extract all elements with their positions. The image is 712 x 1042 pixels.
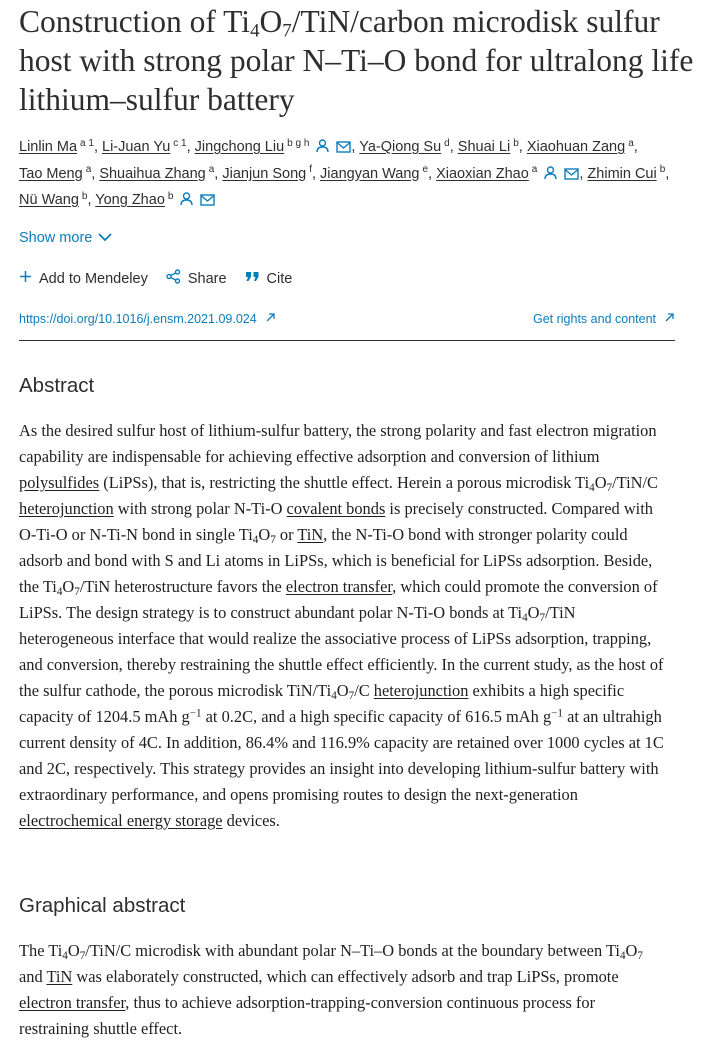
text-run: at 0.2C, and a high specific capacity of 616.5 mAh g: [201, 707, 552, 726]
author-separator: ,: [633, 139, 638, 155]
subscript: 7: [282, 20, 292, 42]
text-run: with strong polar N-Ti-O: [113, 499, 287, 518]
text-run: O: [594, 473, 607, 492]
author-item: [458, 139, 519, 155]
text-run: O: [527, 603, 540, 622]
abstract-heading: Abstract: [19, 374, 95, 397]
affiliation-marker[interactable]: e: [422, 164, 429, 175]
text-run: /TiN heterogeneous interface that would realize the associative process of LiPSs adsorption, trapping, and conversion, thereby restraining the shuttle effect efficiently. In the current study, as the host of the sulfur cathode, the porous microdisk TiN/Ti: [19, 603, 664, 700]
cite-label: Cite: [266, 270, 293, 287]
author-name[interactable]: Nü Wang: [19, 192, 79, 208]
author-separator: ,: [214, 165, 223, 182]
author-name[interactable]: Li-Juan Yu: [102, 139, 171, 155]
get-rights-link[interactable]: [533, 312, 675, 326]
affiliation-marker[interactable]: b: [81, 190, 88, 202]
person-icon[interactable]: [179, 190, 194, 215]
chevron-down-icon: [98, 230, 112, 246]
author-name[interactable]: Jianjun Song: [222, 165, 307, 182]
doi-link[interactable]: [19, 312, 276, 326]
author-separator: ,: [351, 139, 360, 155]
author-separator: ,: [449, 139, 458, 155]
mail-icon[interactable]: [200, 190, 215, 215]
text-run: O: [259, 4, 283, 39]
affiliation-marker[interactable]: b g h: [287, 137, 310, 149]
text-run: /C: [354, 681, 374, 700]
doi-text: https://doi.org/10.1016/j.ensm.2021.09.024: [19, 312, 257, 326]
author-name[interactable]: Jingchong Liu: [194, 139, 285, 155]
superscript: −1: [189, 707, 202, 720]
author-name[interactable]: Ya-Qiong Su: [359, 139, 442, 155]
text-run: and: [19, 967, 47, 986]
affiliation-marker[interactable]: a: [628, 137, 634, 149]
author-name[interactable]: Zhimin Cui: [587, 165, 657, 182]
author-name[interactable]: Tao Meng: [19, 165, 83, 182]
author-list: [19, 135, 699, 215]
show-more-button[interactable]: [19, 230, 112, 246]
author-item: [587, 166, 665, 182]
subscript: 7: [270, 533, 276, 546]
subscript: 4: [252, 533, 259, 546]
person-icon[interactable]: [315, 137, 330, 162]
author-separator: ,: [186, 139, 195, 155]
keyword-link[interactable]: electron transfer: [285, 577, 393, 596]
subscript: 4: [56, 585, 63, 598]
author-item: [19, 139, 94, 155]
author-separator: ,: [311, 165, 321, 182]
mail-icon[interactable]: [564, 164, 579, 189]
subscript: 7: [539, 611, 546, 624]
text-run: , thus to achieve adsorption-trapping-conversion continuous process for restraining shuttle effect.: [19, 993, 596, 1038]
author-item: [19, 166, 91, 182]
text-run: exhibits a high specific capacity of 1204.5 mAh g: [19, 681, 625, 726]
text-run: /TiN/carbon microdisk sulfur host with strong polar N–Ti–O bond for ultralong life lithium–sulfur battery: [19, 4, 694, 117]
graphical-abstract-text: [19, 938, 669, 1042]
add-to-mendeley-button[interactable]: [19, 270, 148, 287]
author-item: [95, 192, 215, 208]
subscript: 7: [348, 689, 355, 702]
external-link-icon: [265, 312, 276, 326]
subscript: 4: [250, 20, 260, 42]
text-run: , which could promote the conversion of LiPSs. The design strategy is to construct abundant polar N-Ti-O bonds at Ti: [19, 577, 658, 622]
keyword-link[interactable]: heterojunction: [19, 499, 114, 518]
text-run: (LiPSs), that is, restricting the shuttle effect. Herein a porous microdisk Ti: [99, 473, 590, 492]
share-label: Share: [187, 270, 227, 287]
affiliation-marker[interactable]: d: [444, 137, 450, 149]
subscript: 4: [619, 949, 626, 962]
text-run: O: [336, 681, 349, 700]
author-separator: ,: [579, 165, 588, 182]
superscript: −1: [551, 707, 563, 720]
author-item: [359, 139, 450, 155]
affiliation-marker[interactable]: b: [659, 164, 666, 175]
affiliation-marker[interactable]: a: [531, 164, 538, 175]
subscript: 7: [74, 585, 80, 598]
article-toolbar: [19, 269, 292, 288]
subscript: 7: [606, 481, 613, 494]
text-run: The Ti: [19, 941, 63, 960]
affiliation-marker[interactable]: f: [309, 164, 312, 175]
affiliation-marker[interactable]: a: [208, 164, 215, 175]
author-name[interactable]: Yong Zhao: [95, 192, 165, 208]
article-title: [19, 2, 699, 119]
graphical-abstract-heading: Graphical abstract: [19, 894, 186, 917]
text-run: /TiN/C microdisk with abundant polar N–Ti–O bonds at the boundary between Ti: [85, 941, 620, 960]
subscript: 4: [589, 481, 595, 494]
author-name[interactable]: Shuai Li: [457, 139, 511, 155]
subscript: 4: [62, 949, 68, 962]
text-run: Construction of Ti: [19, 4, 251, 39]
mail-icon[interactable]: [336, 137, 351, 162]
subscript: 4: [331, 689, 337, 702]
author-item: [99, 166, 214, 182]
text-run: /TiN/C: [612, 473, 658, 492]
keyword-link[interactable]: polysulfides: [19, 473, 100, 492]
share-button[interactable]: [166, 269, 227, 288]
text-run: O: [62, 577, 75, 596]
external-link-icon: [664, 312, 675, 326]
text-run: or: [275, 525, 298, 544]
show-more-label: Show more: [19, 230, 93, 246]
author-name[interactable]: Shuaihua Zhang: [99, 165, 206, 182]
affiliation-marker[interactable]: a 1: [80, 137, 94, 149]
text-run: O: [67, 941, 80, 960]
author-separator: ,: [93, 139, 102, 155]
author-name[interactable]: Linlin Ma: [19, 139, 78, 155]
text-run: O: [258, 525, 271, 544]
author-separator: ,: [91, 165, 100, 182]
text-run: O: [625, 941, 638, 960]
author-name[interactable]: Jiangyan Wang: [320, 165, 420, 182]
affiliation-marker[interactable]: b: [167, 190, 174, 202]
text-run: , the N-Ti-O bond with stronger polarity could adsorb and bond with S and Li atoms in LiPSs, which is beneficial for LiPSs adsorption. Beside, the Ti: [19, 525, 653, 596]
keyword-link[interactable]: TiN: [297, 525, 324, 544]
author-item: [320, 166, 428, 182]
affiliation-marker[interactable]: a: [85, 164, 92, 175]
mendeley-label: Add to Mendeley: [39, 270, 148, 287]
plus-icon: [19, 270, 32, 287]
rights-label: Get rights and content: [533, 312, 656, 326]
text-run: As the desired sulfur host of lithium-sulfur battery, the strong polarity and fast electron migration capability are indispensable for achieving effective adsorption and conversion of lithium: [19, 421, 657, 466]
affiliation-marker[interactable]: b: [513, 137, 519, 149]
author-name[interactable]: Xiaoxian Zhao: [436, 165, 529, 182]
author-separator: ,: [428, 165, 437, 182]
quote-icon: [245, 270, 260, 287]
text-run: is precisely constructed. Compared with O-Ti-O or N-Ti-N bond in single Ti: [19, 499, 653, 544]
author-item: [527, 139, 634, 155]
abstract-text: [19, 418, 669, 834]
keyword-link[interactable]: covalent bonds: [286, 499, 386, 518]
affiliation-marker[interactable]: c 1: [173, 137, 187, 149]
keyword-link[interactable]: heterojunction: [373, 681, 469, 700]
author-item: [222, 166, 312, 182]
text-run: was elaborately constructed, which can effectively adsorb and trap LiPSs, promote: [72, 967, 619, 986]
keyword-link[interactable]: TiN: [46, 967, 73, 986]
subscript: 7: [79, 949, 86, 962]
cite-button[interactable]: [245, 270, 293, 287]
subscript: 7: [637, 949, 643, 962]
keyword-link[interactable]: electron transfer: [19, 993, 126, 1012]
author-separator: ,: [518, 139, 527, 155]
subscript: 4: [522, 611, 528, 624]
author-item: [195, 139, 352, 155]
person-icon[interactable]: [543, 164, 558, 189]
share-icon: [166, 269, 181, 288]
author-item: [436, 166, 579, 182]
author-name[interactable]: Xiaohuan Zang: [526, 139, 626, 155]
author-separator: ,: [665, 165, 670, 182]
keyword-link[interactable]: electrochemical energy storage: [19, 811, 223, 830]
author-item: [102, 139, 187, 155]
doi-row: [19, 310, 675, 341]
text-run: /TiN heterostructure favors the: [79, 577, 286, 596]
text-run: at an ultrahigh current density of 4C. In addition, 86.4% and 116.9% capacity are retained over 1000 cycles at 1C and 2C, respectively. This strategy provides an insight into developing lithium-sulfur battery with extraordinary performance, and opens promising routes to design the next-generation: [19, 707, 664, 804]
text-run: devices.: [222, 811, 280, 830]
author-item: [19, 192, 87, 208]
author-separator: ,: [87, 192, 96, 208]
